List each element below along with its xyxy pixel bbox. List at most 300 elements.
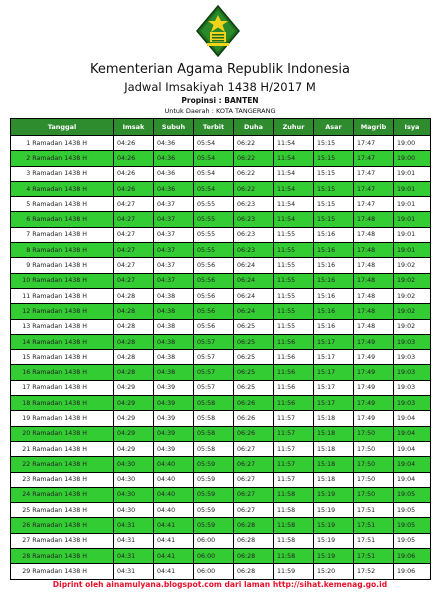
time-cell: 17:51 (354, 549, 394, 564)
time-cell: 17:49 (354, 334, 394, 349)
table-row (11, 487, 431, 502)
time-cell: 06:27 (234, 503, 274, 518)
time-cell: 17:51 (354, 518, 394, 533)
time-cell: 06:23 (234, 243, 274, 258)
time-cell: 17:49 (354, 380, 394, 395)
time-cell: 04:37 (154, 197, 194, 212)
time-cell: 05:56 (194, 273, 234, 288)
time-cell: 06:27 (234, 472, 274, 487)
time-cell: 19:01 (394, 197, 431, 212)
time-cell: 11:56 (274, 334, 314, 349)
time-cell: 11:57 (274, 457, 314, 472)
time-cell: 11:58 (274, 503, 314, 518)
kemenag-emblem-icon (192, 5, 244, 57)
time-cell: 11:54 (274, 181, 314, 196)
time-cell: 11:57 (274, 411, 314, 426)
column-header: Asar (314, 119, 354, 136)
time-cell: 11:58 (274, 549, 314, 564)
column-header: Tanggal (11, 119, 114, 136)
time-cell: 06:23 (234, 212, 274, 227)
time-cell: 05:56 (194, 304, 234, 319)
time-cell: 06:25 (234, 334, 274, 349)
date-cell: 20 Ramadan 1438 H (11, 426, 114, 441)
date-cell: 6 Ramadan 1438 H (11, 212, 114, 227)
time-cell: 06:25 (234, 365, 274, 380)
time-cell: 17:47 (354, 181, 394, 196)
table-row (11, 518, 431, 533)
time-cell: 19:01 (394, 166, 431, 181)
time-cell: 05:57 (194, 350, 234, 365)
time-cell: 15:18 (314, 472, 354, 487)
date-cell: 3 Ramadan 1438 H (11, 166, 114, 181)
date-cell: 24 Ramadan 1438 H (11, 487, 114, 502)
time-cell: 04:37 (154, 212, 194, 227)
time-cell: 15:18 (314, 457, 354, 472)
time-cell: 05:56 (194, 319, 234, 334)
column-header: Isya (394, 119, 431, 136)
time-cell: 11:55 (274, 273, 314, 288)
time-cell: 06:00 (194, 564, 234, 579)
time-cell: 06:26 (234, 396, 274, 411)
time-cell: 15:19 (314, 487, 354, 502)
time-cell: 04:29 (114, 380, 154, 395)
time-cell: 11:59 (274, 564, 314, 579)
table-row (11, 549, 431, 564)
time-cell: 04:31 (114, 564, 154, 579)
time-cell: 04:29 (114, 411, 154, 426)
time-cell: 11:54 (274, 166, 314, 181)
time-cell: 15:19 (314, 533, 354, 548)
time-cell: 11:56 (274, 396, 314, 411)
table-row (11, 304, 431, 319)
time-cell: 17:47 (354, 136, 394, 151)
time-cell: 06:27 (234, 457, 274, 472)
time-cell: 05:59 (194, 518, 234, 533)
time-cell: 04:40 (154, 487, 194, 502)
time-cell: 04:27 (114, 273, 154, 288)
time-cell: 05:54 (194, 181, 234, 196)
time-cell: 15:18 (314, 441, 354, 456)
time-cell: 04:27 (114, 227, 154, 242)
time-cell: 17:48 (354, 227, 394, 242)
time-cell: 04:39 (154, 441, 194, 456)
time-cell: 05:58 (194, 441, 234, 456)
time-cell: 05:59 (194, 472, 234, 487)
time-cell: 15:15 (314, 166, 354, 181)
time-cell: 04:36 (154, 151, 194, 166)
time-cell: 19:06 (394, 564, 431, 579)
time-cell: 17:47 (354, 197, 394, 212)
time-cell: 04:31 (114, 533, 154, 548)
time-cell: 06:24 (234, 258, 274, 273)
time-cell: 11:57 (274, 441, 314, 456)
time-cell: 04:26 (114, 181, 154, 196)
time-cell: 06:27 (234, 487, 274, 502)
time-cell: 17:49 (354, 396, 394, 411)
table-row (11, 181, 431, 196)
time-cell: 17:49 (354, 365, 394, 380)
time-cell: 06:26 (234, 426, 274, 441)
imsakiyah-table (10, 118, 431, 580)
time-cell: 04:28 (114, 365, 154, 380)
time-cell: 15:16 (314, 243, 354, 258)
time-cell: 04:27 (114, 258, 154, 273)
date-cell: 13 Ramadan 1438 H (11, 319, 114, 334)
time-cell: 19:02 (394, 304, 431, 319)
time-cell: 05:58 (194, 426, 234, 441)
time-cell: 11:57 (274, 472, 314, 487)
time-cell: 04:41 (154, 549, 194, 564)
date-cell: 14 Ramadan 1438 H (11, 334, 114, 349)
time-cell: 17:50 (354, 457, 394, 472)
time-cell: 05:54 (194, 166, 234, 181)
table-row (11, 151, 431, 166)
time-cell: 04:30 (114, 472, 154, 487)
time-cell: 04:27 (114, 197, 154, 212)
time-cell: 06:00 (194, 533, 234, 548)
time-cell: 04:38 (154, 350, 194, 365)
time-cell: 06:22 (234, 136, 274, 151)
table-row (11, 426, 431, 441)
time-cell: 04:39 (154, 426, 194, 441)
time-cell: 05:56 (194, 258, 234, 273)
time-cell: 15:15 (314, 197, 354, 212)
time-cell: 17:48 (354, 212, 394, 227)
region-label: Untuk Daerah : KOTA TANGERANG (164, 107, 276, 115)
time-cell: 19:02 (394, 288, 431, 303)
time-cell: 04:28 (114, 288, 154, 303)
time-cell: 06:24 (234, 288, 274, 303)
time-cell: 17:47 (354, 166, 394, 181)
time-cell: 04:38 (154, 319, 194, 334)
time-cell: 04:31 (114, 549, 154, 564)
column-header: Imsak (114, 119, 154, 136)
time-cell: 06:28 (234, 518, 274, 533)
time-cell: 15:19 (314, 549, 354, 564)
time-cell: 06:22 (234, 181, 274, 196)
time-cell: 04:29 (114, 441, 154, 456)
column-header: Terbit (194, 119, 234, 136)
time-cell: 04:40 (154, 457, 194, 472)
time-cell: 17:50 (354, 487, 394, 502)
date-cell: 16 Ramadan 1438 H (11, 365, 114, 380)
time-cell: 04:38 (154, 288, 194, 303)
time-cell: 19:01 (394, 243, 431, 258)
time-cell: 05:54 (194, 151, 234, 166)
time-cell: 17:48 (354, 243, 394, 258)
time-cell: 19:01 (394, 181, 431, 196)
time-cell: 04:41 (154, 564, 194, 579)
time-cell: 04:38 (154, 365, 194, 380)
time-cell: 19:06 (394, 549, 431, 564)
time-cell: 15:19 (314, 503, 354, 518)
time-cell: 04:39 (154, 380, 194, 395)
time-cell: 19:02 (394, 258, 431, 273)
time-cell: 04:38 (154, 334, 194, 349)
time-cell: 06:28 (234, 533, 274, 548)
time-cell: 19:01 (394, 227, 431, 242)
time-cell: 04:28 (114, 304, 154, 319)
table-row (11, 503, 431, 518)
time-cell: 17:50 (354, 441, 394, 456)
date-cell: 17 Ramadan 1438 H (11, 380, 114, 395)
time-cell: 15:19 (314, 518, 354, 533)
time-cell: 19:02 (394, 273, 431, 288)
table-row (11, 441, 431, 456)
time-cell: 06:23 (234, 197, 274, 212)
time-cell: 05:57 (194, 334, 234, 349)
time-cell: 19:04 (394, 457, 431, 472)
time-cell: 04:40 (154, 503, 194, 518)
date-cell: 4 Ramadan 1438 H (11, 181, 114, 196)
schedule-subtitle: Jadwal Imsakiyah 1438 H/2017 M (124, 80, 316, 94)
time-cell: 05:56 (194, 288, 234, 303)
time-cell: 05:59 (194, 487, 234, 502)
time-cell: 15:17 (314, 350, 354, 365)
time-cell: 06:25 (234, 350, 274, 365)
time-cell: 11:55 (274, 258, 314, 273)
time-cell: 15:17 (314, 365, 354, 380)
table-row (11, 411, 431, 426)
time-cell: 11:58 (274, 518, 314, 533)
time-cell: 04:37 (154, 273, 194, 288)
table-header-row (11, 119, 431, 136)
time-cell: 05:57 (194, 380, 234, 395)
column-header: Zuhur (274, 119, 314, 136)
time-cell: 17:48 (354, 319, 394, 334)
date-cell: 18 Ramadan 1438 H (11, 396, 114, 411)
table-row (11, 197, 431, 212)
time-cell: 05:54 (194, 136, 234, 151)
time-cell: 11:55 (274, 288, 314, 303)
time-cell: 04:41 (154, 533, 194, 548)
time-cell: 06:23 (234, 227, 274, 242)
date-cell: 29 Ramadan 1438 H (11, 564, 114, 579)
time-cell: 11:56 (274, 380, 314, 395)
time-cell: 15:16 (314, 319, 354, 334)
table-row (11, 227, 431, 242)
time-cell: 11:55 (274, 304, 314, 319)
time-cell: 17:50 (354, 426, 394, 441)
date-cell: 5 Ramadan 1438 H (11, 197, 114, 212)
time-cell: 15:15 (314, 212, 354, 227)
date-cell: 25 Ramadan 1438 H (11, 503, 114, 518)
time-cell: 06:28 (234, 564, 274, 579)
date-cell: 28 Ramadan 1438 H (11, 549, 114, 564)
date-cell: 26 Ramadan 1438 H (11, 518, 114, 533)
time-cell: 19:01 (394, 212, 431, 227)
time-cell: 06:24 (234, 304, 274, 319)
time-cell: 19:05 (394, 503, 431, 518)
time-cell: 05:55 (194, 197, 234, 212)
time-cell: 06:24 (234, 273, 274, 288)
table-row (11, 396, 431, 411)
time-cell: 17:49 (354, 411, 394, 426)
time-cell: 06:26 (234, 411, 274, 426)
table-row (11, 243, 431, 258)
time-cell: 19:03 (394, 350, 431, 365)
province-label: Propinsi : BANTEN (181, 96, 259, 105)
time-cell: 11:57 (274, 426, 314, 441)
time-cell: 06:25 (234, 319, 274, 334)
table-row (11, 564, 431, 579)
date-cell: 1 Ramadan 1438 H (11, 136, 114, 151)
time-cell: 15:18 (314, 411, 354, 426)
time-cell: 04:36 (154, 166, 194, 181)
date-cell: 8 Ramadan 1438 H (11, 243, 114, 258)
time-cell: 06:27 (234, 441, 274, 456)
date-cell: 21 Ramadan 1438 H (11, 441, 114, 456)
time-cell: 15:17 (314, 334, 354, 349)
date-cell: 19 Ramadan 1438 H (11, 411, 114, 426)
time-cell: 06:25 (234, 380, 274, 395)
column-header: Subuh (154, 119, 194, 136)
time-cell: 04:30 (114, 487, 154, 502)
table-row (11, 365, 431, 380)
time-cell: 04:41 (154, 518, 194, 533)
time-cell: 04:28 (114, 334, 154, 349)
time-cell: 15:16 (314, 227, 354, 242)
time-cell: 11:54 (274, 151, 314, 166)
time-cell: 11:56 (274, 365, 314, 380)
time-cell: 15:16 (314, 304, 354, 319)
date-cell: 15 Ramadan 1438 H (11, 350, 114, 365)
time-cell: 19:04 (394, 426, 431, 441)
page-title: Kementerian Agama Republik Indonesia (90, 62, 350, 77)
time-cell: 11:58 (274, 487, 314, 502)
time-cell: 19:04 (394, 472, 431, 487)
time-cell: 19:05 (394, 518, 431, 533)
time-cell: 19:03 (394, 334, 431, 349)
time-cell: 06:22 (234, 151, 274, 166)
time-cell: 15:18 (314, 426, 354, 441)
time-cell: 05:55 (194, 227, 234, 242)
time-cell: 11:58 (274, 533, 314, 548)
table-row (11, 334, 431, 349)
time-cell: 06:00 (194, 549, 234, 564)
time-cell: 17:51 (354, 533, 394, 548)
time-cell: 19:04 (394, 441, 431, 456)
time-cell: 04:26 (114, 136, 154, 151)
time-cell: 19:02 (394, 319, 431, 334)
time-cell: 11:54 (274, 212, 314, 227)
time-cell: 15:16 (314, 288, 354, 303)
time-cell: 04:29 (114, 426, 154, 441)
date-cell: 9 Ramadan 1438 H (11, 258, 114, 273)
time-cell: 17:48 (354, 304, 394, 319)
column-header: Duha (234, 119, 274, 136)
time-cell: 04:37 (154, 258, 194, 273)
time-cell: 05:57 (194, 365, 234, 380)
time-cell: 17:50 (354, 472, 394, 487)
time-cell: 06:28 (234, 549, 274, 564)
time-cell: 11:54 (274, 136, 314, 151)
time-cell: 11:55 (274, 227, 314, 242)
time-cell: 11:56 (274, 350, 314, 365)
time-cell: 19:05 (394, 487, 431, 502)
time-cell: 15:17 (314, 380, 354, 395)
time-cell: 04:37 (154, 227, 194, 242)
table-row (11, 319, 431, 334)
time-cell: 19:03 (394, 396, 431, 411)
time-cell: 15:16 (314, 273, 354, 288)
table-row (11, 533, 431, 548)
time-cell: 19:05 (394, 533, 431, 548)
time-cell: 15:15 (314, 181, 354, 196)
time-cell: 17:47 (354, 151, 394, 166)
table-row (11, 457, 431, 472)
time-cell: 15:16 (314, 258, 354, 273)
table-row (11, 166, 431, 181)
time-cell: 17:51 (354, 503, 394, 518)
date-cell: 27 Ramadan 1438 H (11, 533, 114, 548)
time-cell: 17:48 (354, 288, 394, 303)
time-cell: 04:39 (154, 411, 194, 426)
time-cell: 04:36 (154, 136, 194, 151)
time-cell: 19:04 (394, 411, 431, 426)
time-cell: 17:52 (354, 564, 394, 579)
time-cell: 04:29 (114, 396, 154, 411)
time-cell: 19:00 (394, 136, 431, 151)
time-cell: 04:30 (114, 457, 154, 472)
time-cell: 05:58 (194, 396, 234, 411)
time-cell: 05:55 (194, 243, 234, 258)
time-cell: 04:36 (154, 181, 194, 196)
table-row (11, 258, 431, 273)
time-cell: 04:39 (154, 396, 194, 411)
time-cell: 04:40 (154, 472, 194, 487)
date-cell: 23 Ramadan 1438 H (11, 472, 114, 487)
date-cell: 7 Ramadan 1438 H (11, 227, 114, 242)
time-cell: 05:55 (194, 212, 234, 227)
time-cell: 15:20 (314, 564, 354, 579)
column-header: Magrib (354, 119, 394, 136)
time-cell: 17:48 (354, 273, 394, 288)
table-row (11, 380, 431, 395)
table-row (11, 273, 431, 288)
table-body (11, 136, 431, 580)
time-cell: 19:03 (394, 380, 431, 395)
time-cell: 05:58 (194, 411, 234, 426)
time-cell: 11:55 (274, 319, 314, 334)
date-cell: 10 Ramadan 1438 H (11, 273, 114, 288)
table-row (11, 288, 431, 303)
table-row (11, 472, 431, 487)
time-cell: 04:30 (114, 503, 154, 518)
time-cell: 04:28 (114, 319, 154, 334)
time-cell: 19:03 (394, 365, 431, 380)
table-row (11, 136, 431, 151)
time-cell: 04:28 (114, 350, 154, 365)
time-cell: 17:49 (354, 350, 394, 365)
table-row (11, 350, 431, 365)
table-row (11, 212, 431, 227)
time-cell: 04:38 (154, 304, 194, 319)
date-cell: 12 Ramadan 1438 H (11, 304, 114, 319)
time-cell: 06:22 (234, 166, 274, 181)
time-cell: 04:26 (114, 166, 154, 181)
time-cell: 15:15 (314, 136, 354, 151)
time-cell: 11:55 (274, 243, 314, 258)
time-cell: 11:54 (274, 197, 314, 212)
time-cell: 04:27 (114, 212, 154, 227)
time-cell: 04:31 (114, 518, 154, 533)
date-cell: 11 Ramadan 1438 H (11, 288, 114, 303)
time-cell: 15:17 (314, 396, 354, 411)
date-cell: 22 Ramadan 1438 H (11, 457, 114, 472)
time-cell: 15:15 (314, 151, 354, 166)
time-cell: 04:37 (154, 243, 194, 258)
